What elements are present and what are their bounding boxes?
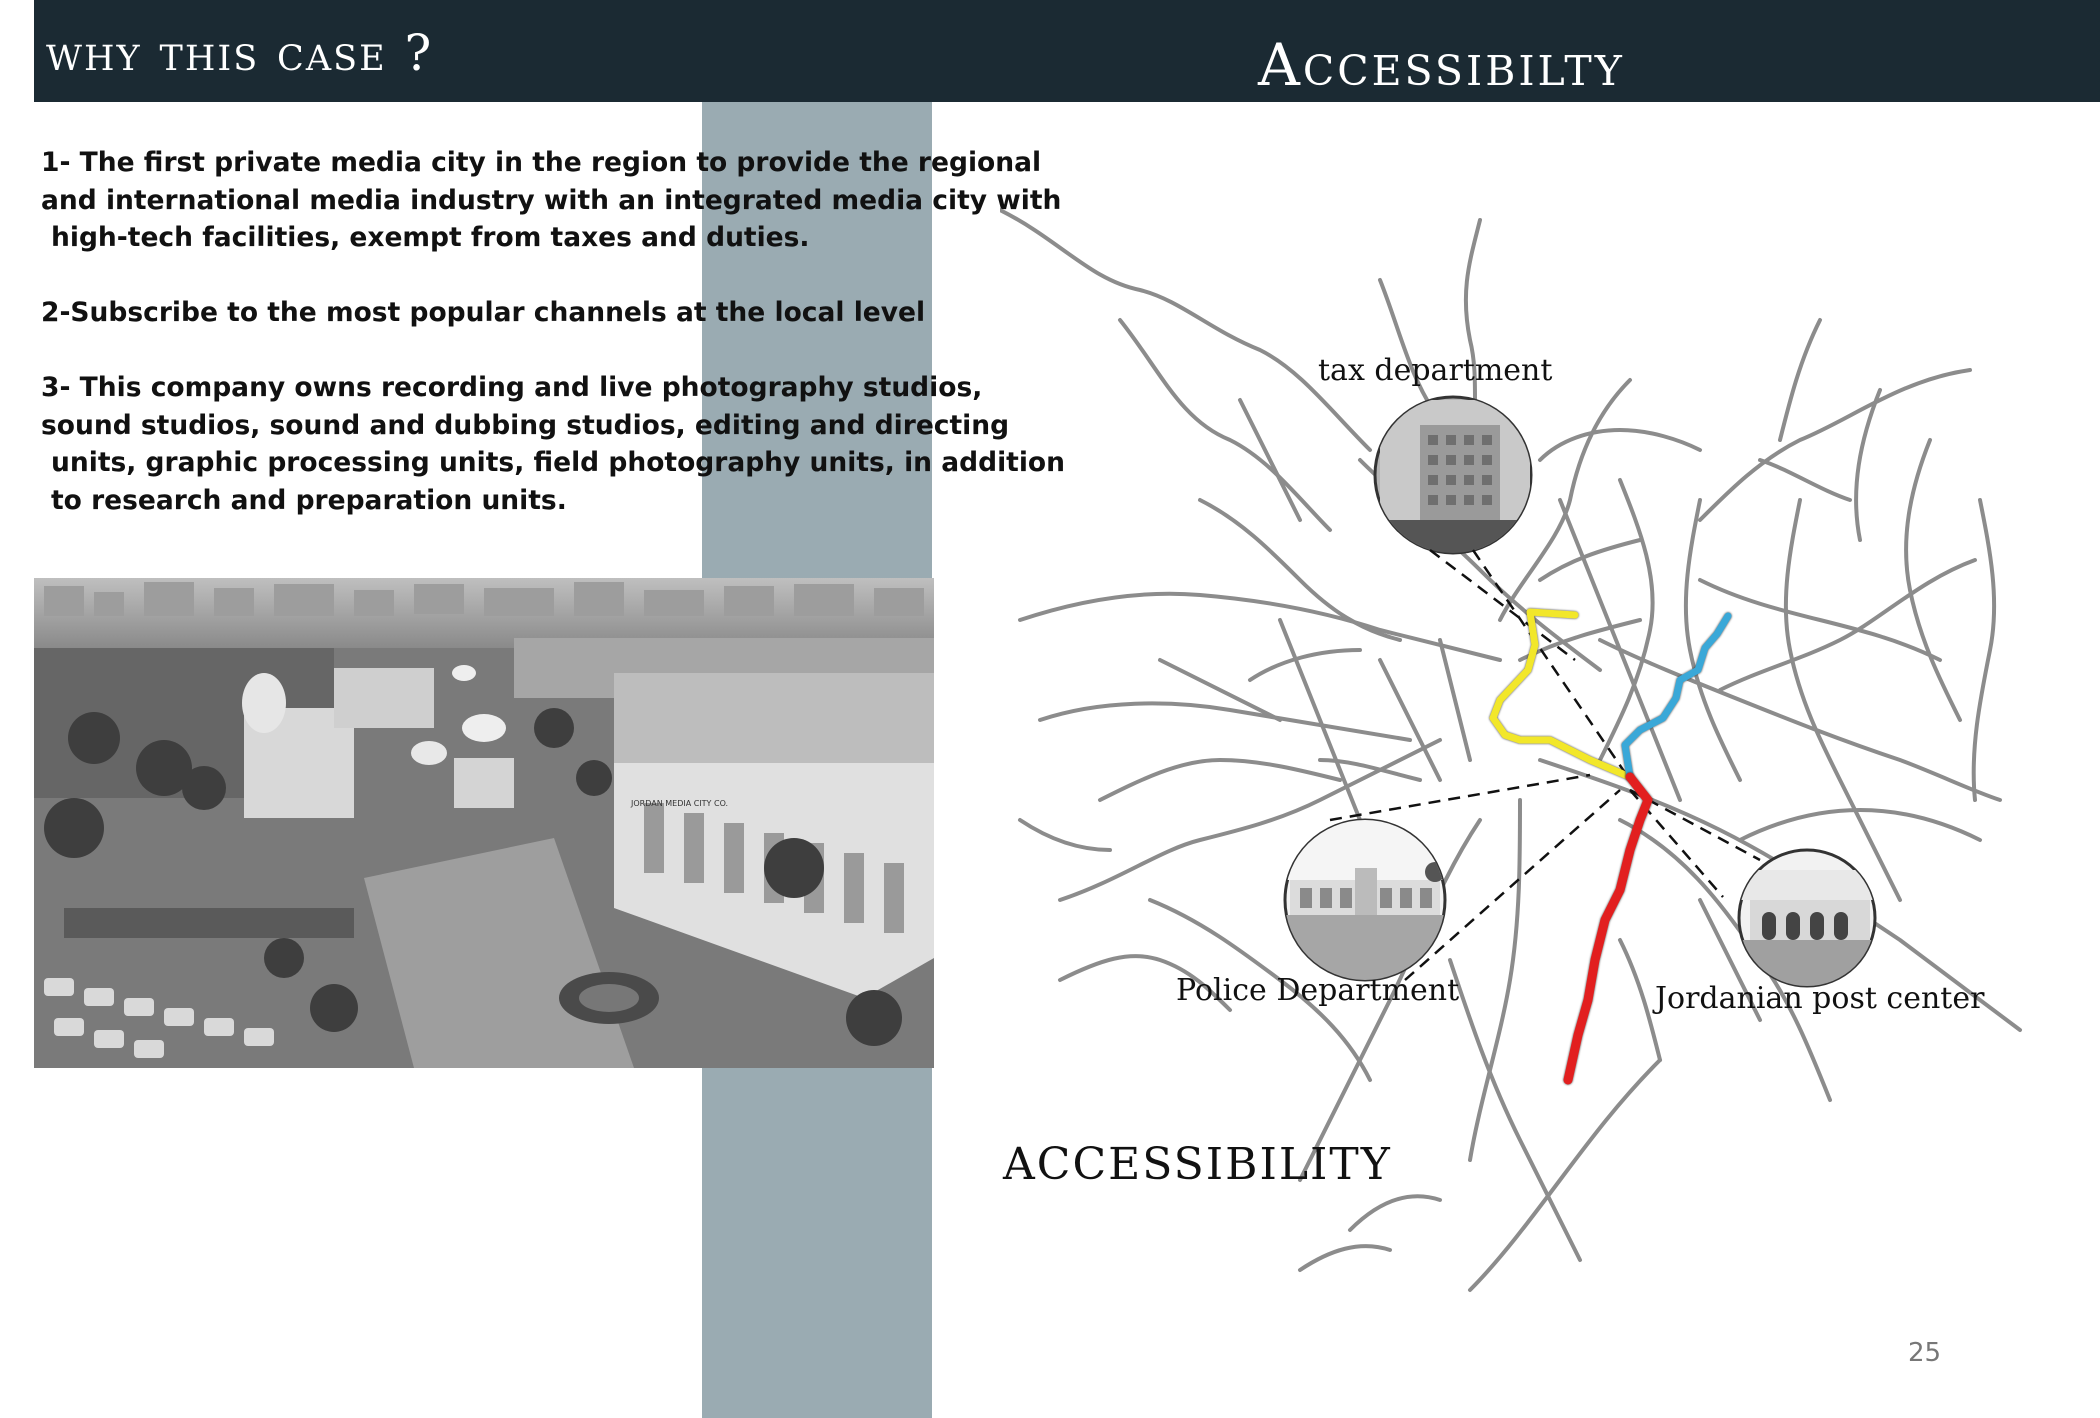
reason-3-line-3: units, graphic processing units, field photography units, in addition [51,447,1066,478]
reason-2 [41,294,1001,332]
reason-1-line-1: 1- The first private media city in the region to provide the regional [41,147,1042,178]
post-center-label: Jordanian post center [1655,981,1985,1016]
reason-1-line-3: high-tech facilities, exempt from taxes and duties. [51,222,810,253]
reasons-list [41,144,1066,557]
accessibility-map-caption: ACCESSIBILITY [1003,1139,1392,1190]
post-center-photo [1739,850,1880,990]
police-department-label: Police Department [1176,973,1460,1008]
reason-1 [41,144,1062,257]
section-title-accessibility: Accessibilty [1258,31,1625,99]
reason-3-line-2: sound studios, sound and dubbing studios, editing and directing [41,409,1010,441]
section-title-why-this-case: why this case ? [46,24,434,82]
accessibility-map [1000,200,2040,1300]
route-red [1568,777,1648,1080]
page-number: 25 [1908,1338,1942,1368]
photo-sign-text: JORDAN MEDIA CITY CO. [631,799,729,808]
tax-department-label: tax department [1318,353,1553,388]
media-city-aerial-photo [34,578,934,1068]
reason-3-line-1: 3- This company owns recording and live photography studios, [41,372,983,403]
reason-3 [41,369,1066,519]
reason-1-line-2: and international media industry with an integrated media city with [41,184,1062,216]
reason-2-line-1: 2-Subscribe to the most popular channels at the local level [41,297,926,328]
police-department-photo [1285,820,1445,985]
tax-department-photo [1375,397,1531,560]
aerial-photo-illustration [34,578,934,1068]
route-yellow [1493,612,1630,777]
reason-3-line-4: to research and preparation units. [51,484,567,516]
